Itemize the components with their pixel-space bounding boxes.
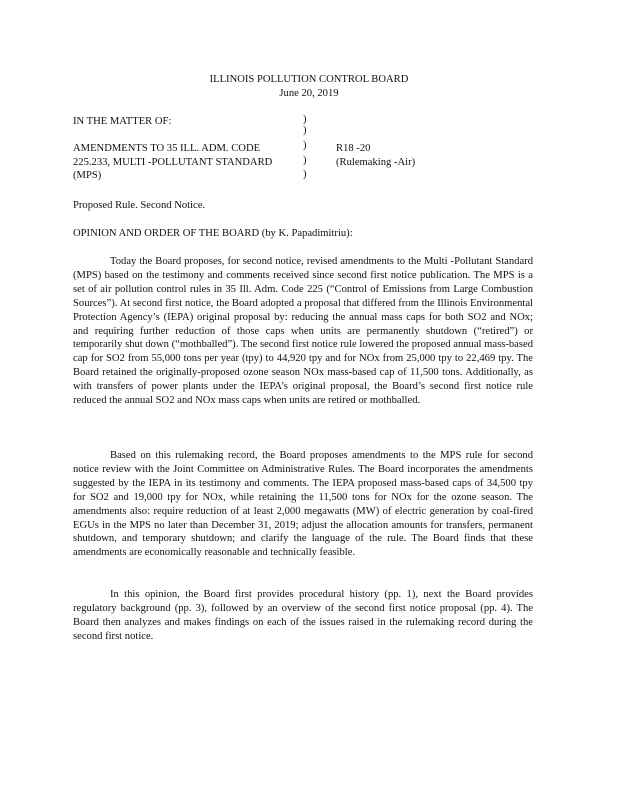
body-paragraph-1: Today the Board proposes, for second notice, revised amendments to the Multi -Pollutant Standard (MPS) based on the testimony and comments received since second first notice publication. The MPS is a set of air pollution control rules in 35 Ill. Adm. Code 225 (“Control of Emissions from Large Combustion Sources”). At second first notice, the Board adopted a proposal that differed from the Illinois Environmental Protection Agency’s (IEPA) original proposal by: reducing the annual mass caps for both SO2 and NOx; and requiring further reduction of those caps when units are permanently shutdown (“retired”) or temporarily shut down (“mothballed”). The second first notice rule lowered the proposed annual mass-based cap for SO2 from 55,000 tons per year (tpy) to 44,920 tpy and for NOx from 25,000 tpy to 22,469 tpy. The Board retained the originally-proposed ozone season NOx mass-based cap of 11,500 tons. Additionally, as with transfers of power plants under the IEPA’s original proposal, the Board’s second first notice rule reduced the annual SO2 and NOx mass caps when units are retired or mothballed. xyxy=(73,256,533,407)
opinion-heading: OPINION AND ORDER OF THE BOARD (by K. Papadimitriu): xyxy=(73,228,353,239)
body-paragraph-2: Based on this rulemaking record, the Board proposes amendments to the MPS rule for second notice review with the Joint Committee on Administrative Rules. The Board incorporates the amendments suggested by the IEPA in its testimony and comments. The IEPA proposed mass-based caps of 34,500 tpy for SO2 and 19,000 tpy for NOx, while retaining the 11,500 tons for NOx for the ozone season. The amendments also: require reduction of at least 2,000 megawatts (MW) of electric generation by coal-fired EGUs in the MPS no later than December 31, 2019; adjust the allocation amounts for transfers, permanent shutdown, and temporary shutdown; and clarify the language of the rule. The Board finds that these amendments are economically reasonable and technically feasible. xyxy=(73,450,533,559)
in-the-matter-label: IN THE MATTER OF: xyxy=(73,116,172,127)
docket-type: (Rulemaking -Air) xyxy=(336,156,416,168)
docket-block xyxy=(336,142,415,169)
ruling-mark: ) xyxy=(303,140,307,152)
caption-line-3: (MPS) xyxy=(73,170,102,182)
body-paragraph-3: In this opinion, the Board first provides procedural history (pp. 1), next the Board provides regulatory background (pp. 3), followed by an overview of the second first notice proposal (pp. 4). The Board then analyzes and makes findings on each of the issues raised in the rulemaking record during the second first notice. xyxy=(73,589,533,642)
caption-line-2: 225.233, MULTI -POLLUTANT STANDARD xyxy=(73,156,273,168)
ruling-mark: ) xyxy=(303,154,307,166)
ruling-mark: ) xyxy=(303,114,307,125)
ruling-mark: ) xyxy=(303,169,307,181)
caption-ruling xyxy=(303,115,307,181)
board-name: ILLINOIS POLLUTION CONTROL BOARD xyxy=(209,74,409,85)
document-date: June 20, 2019 xyxy=(279,88,339,99)
docket-number: R18 -20 xyxy=(336,143,371,154)
caption-line-1: AMENDMENTS TO 35 ILL. ADM. CODE xyxy=(73,143,261,154)
notice-title: Proposed Rule. Second Notice. xyxy=(73,200,206,211)
ruling-mark: ) xyxy=(303,124,307,136)
case-caption xyxy=(73,142,298,183)
